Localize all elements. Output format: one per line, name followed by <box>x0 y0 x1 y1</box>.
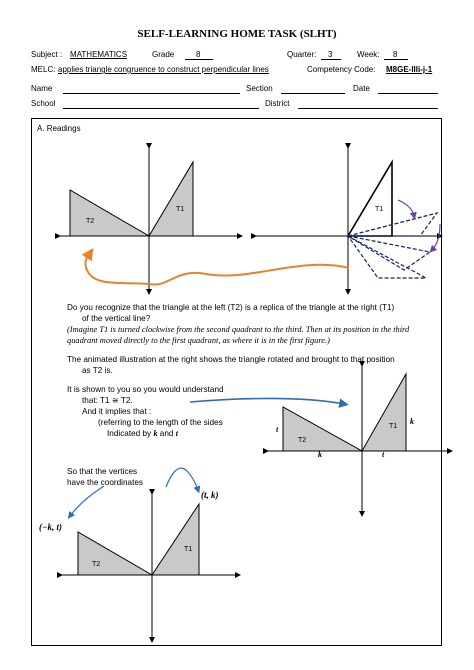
paragraph-3-line-1: It is shown to you so you would understand <box>67 385 224 394</box>
figure-2 <box>254 146 440 292</box>
grade-label: Grade <box>152 50 175 59</box>
quarter-label: Quarter: <box>287 50 317 59</box>
week-label: Week: <box>357 50 380 59</box>
note-line-2: quadrant moved directly to the first quadrant, as where it is in the first figure.) <box>67 336 330 345</box>
paragraph-3-line-2: that: T1 ≅ T2. <box>82 396 133 405</box>
coordinate-left: (−k, t) <box>39 522 62 532</box>
fig3-t-label: t <box>276 425 279 434</box>
fig3-t1-label: T1 <box>389 423 398 430</box>
fig3-k-label: k <box>410 417 414 426</box>
date-label: Date <box>353 84 370 93</box>
paragraph-3-line-5: Indicated by k and t <box>107 429 179 438</box>
triangle-t1 <box>152 504 199 575</box>
paragraph-4-line-1: So that the vertices <box>67 467 138 476</box>
competency-code-label: Competency Code: <box>307 65 376 74</box>
triangle-t1-rotating <box>348 162 392 236</box>
week-value: 8 <box>393 50 398 59</box>
page-title: SELF-LEARNING HOME TASK (SLHT) <box>137 28 337 40</box>
question-line-2: of the vertical line? <box>82 314 151 323</box>
readings-heading: A. Readings <box>37 124 81 133</box>
question-line-1: Do you recognize that the triangle at the left (T2) is a replica of the triangle at the right (T1) <box>67 303 395 312</box>
fig3-k-bottom-label: k <box>318 450 322 459</box>
district-label: District <box>265 99 290 108</box>
school-label: School <box>31 99 56 108</box>
fig1-t2-label: T2 <box>86 218 95 225</box>
note-line-1: (Imagine T1 is turned clockwise from the second quadrant to the third. Then at its position in the third <box>67 325 410 334</box>
triangle-t2 <box>283 407 362 451</box>
grade-value: 8 <box>196 50 201 59</box>
orange-arrow <box>85 253 349 285</box>
paragraph-2-line-2: as T2 is. <box>82 366 113 375</box>
competency-code-value: M8GE-IIIi-j-1 <box>386 65 433 74</box>
fig4-t2-label: T2 <box>92 561 101 568</box>
paragraph-4-line-2: have the coordinates <box>67 478 144 487</box>
fig4-t1-label: T1 <box>184 546 193 553</box>
subject-label: Subject : <box>31 50 63 59</box>
paragraph-2-line-1: The animated illustration at the right shows the triangle rotated and brought to that position <box>67 355 395 364</box>
paragraph-3-line-4: (referring to the length of the sides <box>98 418 223 427</box>
melc-value: applies triangle congruence to construct perpendicular lines <box>58 65 269 74</box>
paragraph-3-line-3: And it implies that : <box>82 407 152 416</box>
fig1-t1-label: T1 <box>176 206 185 213</box>
triangle-t2 <box>70 190 149 236</box>
melc-label: MELC: <box>31 65 56 74</box>
figure-3 <box>190 364 450 514</box>
quarter-value: 3 <box>328 50 333 59</box>
triangle-t1 <box>149 162 193 236</box>
blue-arrow <box>190 399 344 405</box>
triangle-t2 <box>78 532 152 575</box>
triangle-t1 <box>362 374 406 451</box>
fig3-t2-label: T2 <box>298 437 307 444</box>
subject-value: MATHEMATICS <box>70 50 128 59</box>
section-label: Section <box>246 84 273 93</box>
fig2-t1-label: T1 <box>375 206 384 213</box>
fig3-t-bottom-label: t <box>382 450 385 459</box>
name-label: Name <box>31 84 53 93</box>
coordinate-right: (t, k) <box>201 490 219 500</box>
